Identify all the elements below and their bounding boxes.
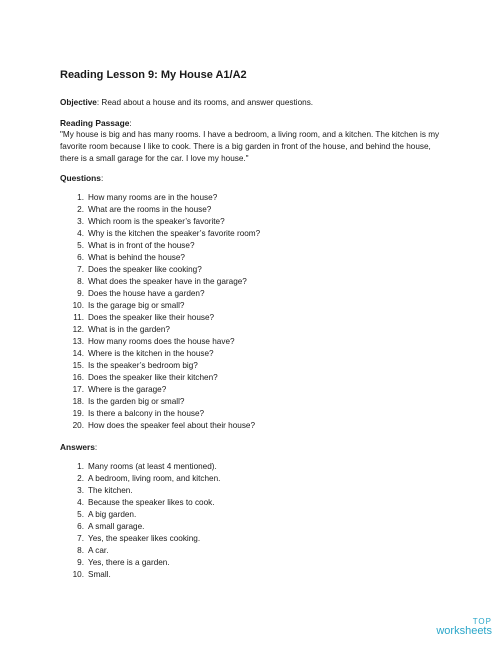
answers-heading bbox=[60, 441, 440, 453]
answer-item-text: A big garden. bbox=[88, 510, 137, 519]
question-item-number: 1. bbox=[77, 193, 84, 202]
question-item bbox=[60, 300, 440, 312]
question-item-text: What is behind the house? bbox=[88, 253, 185, 262]
answer-item-text: Many rooms (at least 4 mentioned). bbox=[88, 462, 217, 471]
answer-item-text: Because the speaker likes to cook. bbox=[88, 498, 215, 507]
question-item-text: What is in the garden? bbox=[88, 325, 170, 334]
answer-item-text: A bedroom, living room, and kitchen. bbox=[88, 474, 221, 483]
passage-heading bbox=[60, 117, 440, 129]
answer-item-text: Small. bbox=[88, 570, 111, 579]
question-item-text: Is the speaker’s bedroom big? bbox=[88, 361, 198, 370]
objective bbox=[60, 97, 440, 109]
question-item-number: 19. bbox=[72, 409, 84, 418]
answer-item-number: 5. bbox=[77, 510, 84, 519]
answer-item bbox=[60, 485, 440, 497]
answers-list bbox=[60, 461, 440, 581]
question-item-text: Where is the kitchen in the house? bbox=[88, 349, 214, 358]
page-title: Reading Lesson 9: My House A1/A2 bbox=[60, 69, 247, 81]
answer-item-text: Yes, the speaker likes cooking. bbox=[88, 534, 201, 543]
question-item-text: Does the house have a garden? bbox=[88, 289, 205, 298]
answer-item bbox=[60, 569, 440, 581]
question-item-number: 8. bbox=[77, 277, 84, 286]
objective-label: Objective bbox=[60, 98, 97, 107]
answer-item-number: 7. bbox=[77, 534, 84, 543]
answer-item bbox=[60, 557, 440, 569]
question-item-text: Does the speaker like their kitchen? bbox=[88, 373, 218, 382]
question-item-number: 3. bbox=[77, 217, 84, 226]
question-item-number: 14. bbox=[72, 349, 84, 358]
question-item bbox=[60, 420, 440, 432]
question-item bbox=[60, 228, 440, 240]
answer-item bbox=[60, 545, 440, 557]
answers-colon: : bbox=[94, 442, 98, 452]
question-item-text: What are the rooms in the house? bbox=[88, 205, 212, 214]
answer-item-text: A small garage. bbox=[88, 522, 145, 531]
question-item bbox=[60, 372, 440, 384]
question-item-text: What is in front of the house? bbox=[88, 241, 195, 250]
answer-item-number: 4. bbox=[77, 498, 84, 507]
question-item bbox=[60, 396, 440, 408]
question-item-text: What does the speaker have in the garage? bbox=[88, 277, 247, 286]
question-item-number: 6. bbox=[77, 253, 84, 262]
answer-item-number: 9. bbox=[77, 558, 84, 567]
question-item-text: Why is the kitchen the speaker’s favorite room? bbox=[88, 229, 261, 238]
question-item bbox=[60, 360, 440, 372]
question-item-number: 7. bbox=[77, 265, 84, 274]
passage-colon: : bbox=[129, 118, 132, 128]
question-item-number: 15. bbox=[72, 361, 84, 370]
question-item-number: 17. bbox=[72, 385, 84, 394]
answer-item-number: 6. bbox=[77, 522, 84, 531]
question-item-number: 20. bbox=[72, 421, 84, 430]
question-item-text: How many rooms does the house have? bbox=[88, 337, 235, 346]
topworksheets-logo bbox=[436, 618, 492, 637]
question-item bbox=[60, 216, 440, 228]
question-item bbox=[60, 336, 440, 348]
answer-item bbox=[60, 533, 440, 545]
question-item-text: How does the speaker feel about their house? bbox=[88, 421, 256, 430]
question-item-number: 18. bbox=[72, 397, 84, 406]
question-item-number: 12. bbox=[72, 325, 84, 334]
question-item-number: 16. bbox=[72, 373, 84, 382]
questions-list bbox=[60, 192, 440, 432]
question-item-number: 5. bbox=[77, 241, 84, 250]
answer-item-text: A car. bbox=[88, 546, 109, 555]
answers-label: Answers bbox=[60, 442, 95, 452]
passage-label: Reading Passage bbox=[60, 118, 130, 128]
questions-colon: : bbox=[100, 173, 104, 183]
question-item bbox=[60, 312, 440, 324]
question-item bbox=[60, 348, 440, 360]
questions-heading bbox=[60, 172, 440, 184]
question-item-number: 10. bbox=[72, 301, 84, 310]
question-item bbox=[60, 204, 440, 216]
question-item-number: 4. bbox=[77, 229, 84, 238]
answer-item bbox=[60, 497, 440, 509]
answer-item bbox=[60, 509, 440, 521]
question-item-text: Is the garden big or small? bbox=[88, 397, 185, 406]
question-item-number: 2. bbox=[77, 205, 84, 214]
question-item-text: Does the speaker like their house? bbox=[88, 313, 215, 322]
question-item bbox=[60, 192, 440, 204]
answer-item-number: 8. bbox=[77, 546, 84, 555]
answer-item-number: 1. bbox=[77, 462, 84, 471]
answer-item bbox=[60, 473, 440, 485]
answer-item bbox=[60, 461, 440, 473]
question-item bbox=[60, 252, 440, 264]
document-page bbox=[60, 68, 440, 590]
question-item-text: Which room is the speaker’s favorite? bbox=[88, 217, 225, 226]
objective-text: : Read about a house and its rooms, and answer questions. bbox=[96, 98, 314, 107]
question-item-text: Is the garage big or small? bbox=[88, 301, 185, 310]
question-item bbox=[60, 408, 440, 420]
question-item bbox=[60, 288, 440, 300]
question-item bbox=[60, 384, 440, 396]
questions-label: Questions bbox=[60, 173, 101, 183]
answer-item-number: 2. bbox=[77, 474, 84, 483]
question-item-text: How many rooms are in the house? bbox=[88, 193, 218, 202]
question-item bbox=[60, 240, 440, 252]
question-item-number: 11. bbox=[73, 313, 84, 322]
answer-item-text: The kitchen. bbox=[88, 486, 133, 495]
passage-text: "My house is big and has many rooms. I have a bedroom, a living room, and a kitchen. The kitchen is my favorite room because I like to cook. There is a big garden in front of the house, and behind the house, there is a small garage for the car. I love my house." bbox=[60, 130, 440, 163]
logo-bottom-text: worksheets bbox=[436, 625, 492, 637]
answer-item bbox=[60, 521, 440, 533]
question-item bbox=[60, 264, 440, 276]
answer-item-text: Yes, there is a garden. bbox=[88, 558, 170, 567]
question-item-text: Where is the garage? bbox=[88, 385, 167, 394]
answer-item-number: 3. bbox=[77, 486, 84, 495]
question-item bbox=[60, 324, 440, 336]
question-item-number: 13. bbox=[72, 337, 84, 346]
answer-item-number: 10. bbox=[72, 570, 84, 579]
logo-top-text: TOP bbox=[472, 617, 492, 626]
question-item-text: Is there a balcony in the house? bbox=[88, 409, 205, 418]
question-item-text: Does the speaker like cooking? bbox=[88, 265, 202, 274]
question-item bbox=[60, 276, 440, 288]
question-item-number: 9. bbox=[77, 289, 84, 298]
